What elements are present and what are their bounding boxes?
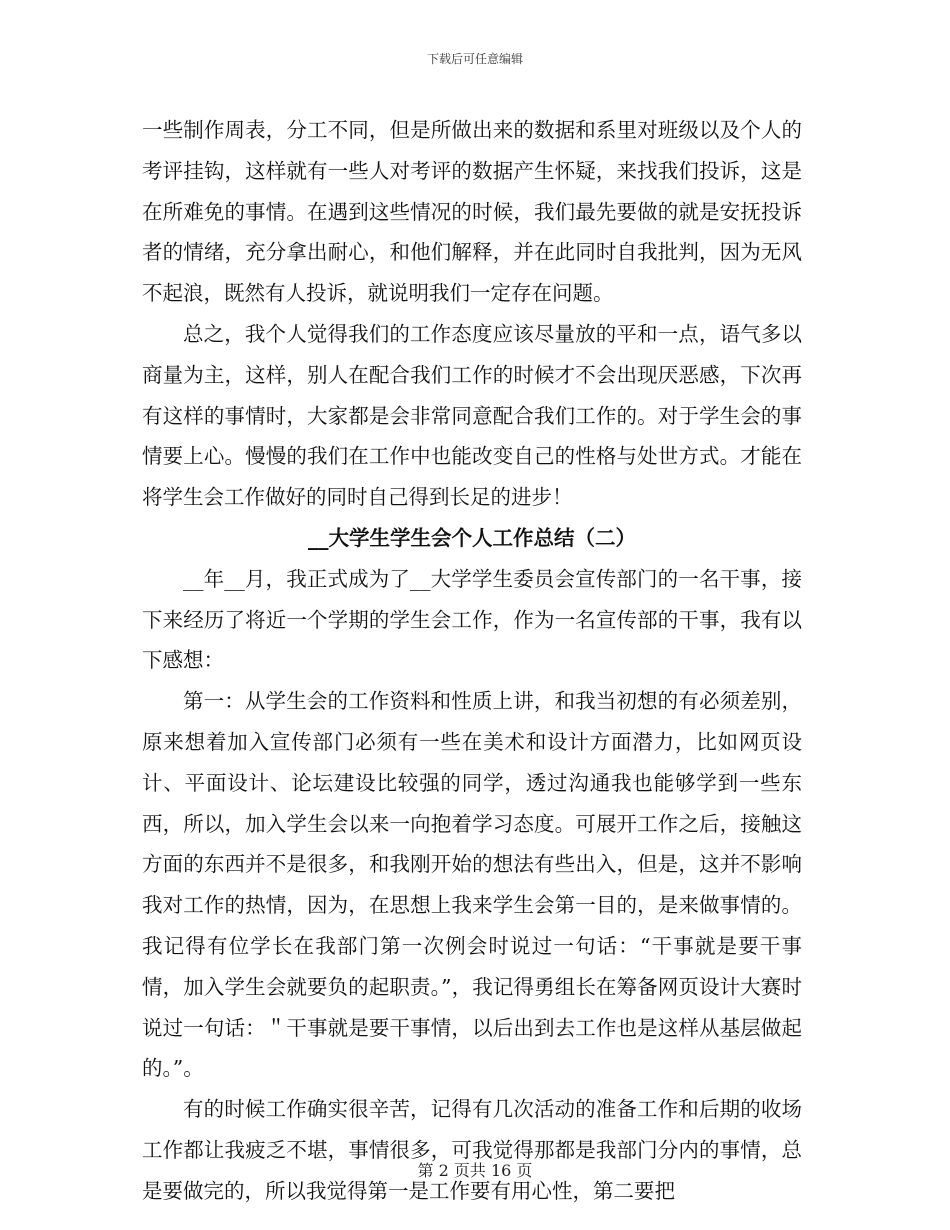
paragraph-5: 有的时候工作确实很辛苦，记得有几次活动的准备工作和后期的收场工作都让我疲乏不堪，事情很多，可我觉得那都是我部门分内的事情，总是要做完的，所以我觉得第一是工作要有用心性，第二要把 <box>142 1097 802 1203</box>
paragraph-4: 第一：从学生会的工作资料和性质上讲，和我当初想的有必须差别，原来想着加入宣传部门必须有一些在美术和设计方面潜力，比如网页设计、平面设计、论坛建设比较强的同学，透过沟通我也能够学到一些东西，所以，加入学生会以来一向抱着学习态度。可展开工作之后，接触这方面的东西并不是很多，和我刚开始的想法有些出入，但是，这并不影响我对工作的热情，因为，在思想上我来学生会第一目的，是来做事情的。我记得有位学长在我部门第一次例会时说过一句话：“干事就是要干事情，加入学生会就要负的起职责。”，我记得勇组长在筹备网页设计大赛时说过一句话：＂干事就是要干事情，以后出到去工作也是这样从基层做起的。”。 <box>142 689 802 1081</box>
page-number: 第 2 页共 16 页 <box>417 1161 533 1180</box>
paragraph-2: 总之，我个人觉得我们的工作态度应该尽量放的平和一点，语气多以商量为主，这样，别人在配合我们工作的时候才不会出现厌恶感，下次再有这样的事情时，大家都是会非常同意配合我们工作的。对于学生会的事情要上心。慢慢的我们在工作中也能改变自己的性格与处世方式。才能在将学生会工作做好的同时自己得到长足的进步！ <box>142 321 802 510</box>
paragraph-3: __年__月，我正式成为了__大学学生委员会宣传部门的一名干事，接下来经历了将近一个学期的学生会工作，作为一名宣传部的干事，我有以下感想： <box>142 566 802 673</box>
section-title: __大学生学生会个人工作总结（二） <box>308 525 636 550</box>
page-header-note: 下载后可任意编辑 <box>426 52 523 66</box>
document-body <box>142 110 802 1212</box>
paragraph-1: 一些制作周表，分工不同，但是所做出来的数据和系里对班级以及个人的考评挂钩，这样就有一些人对考评的数据产生怀疑，来找我们投诉，这是在所难免的事情。在遇到这些情况的时候，我们最先要做的就是安抚投诉者的情绪，充分拿出耐心，和他们解释，并在此同时自我批判，因为无风不起浪，既然有人投诉，就说明我们一定存在问题。 <box>142 118 802 306</box>
